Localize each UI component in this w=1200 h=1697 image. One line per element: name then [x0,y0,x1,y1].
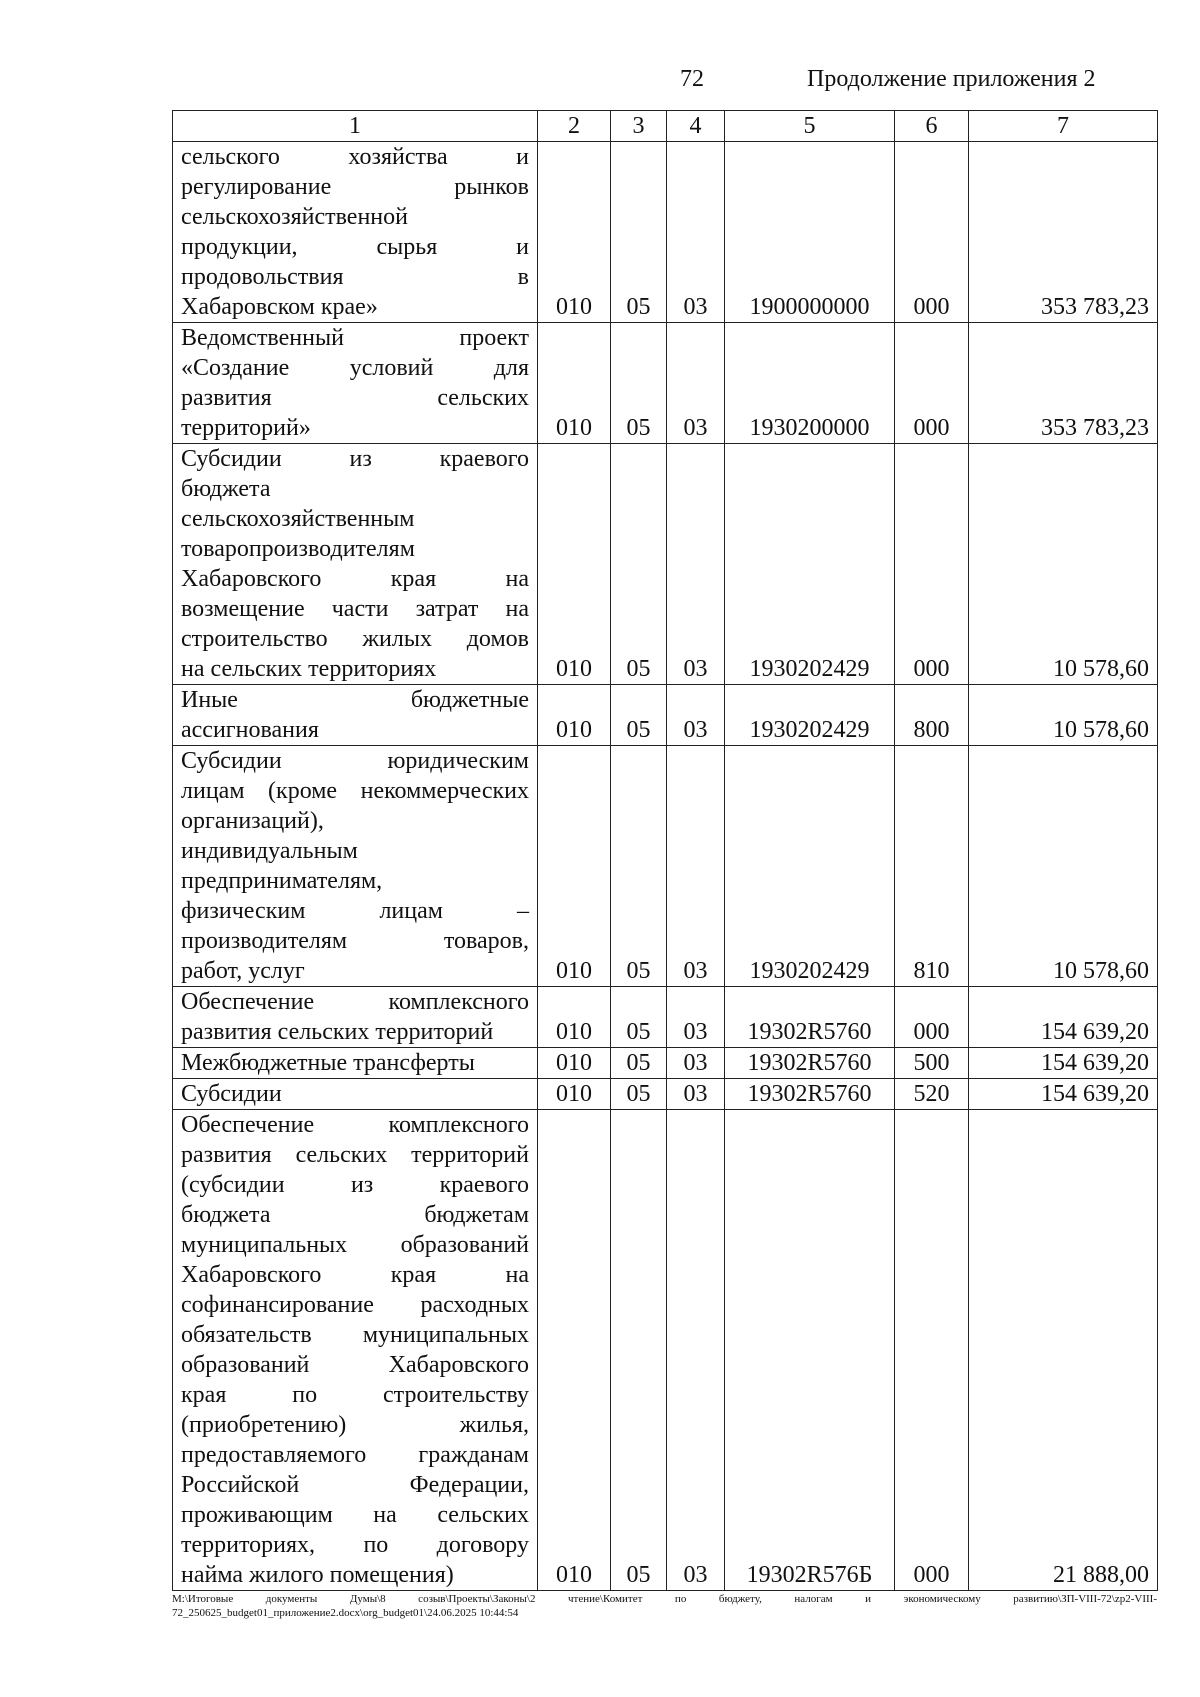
column-header: 3 [611,111,667,142]
description-line: бюджета [181,476,271,502]
description-line: софинансирование расходных [181,1292,529,1318]
subsection-code-cell: 03 [667,746,725,987]
description-line: найма жилого помещения) [181,1562,454,1588]
section-code-cell: 05 [611,444,667,685]
description-line: ассигнования [181,717,319,743]
expense-type-cell: 500 [895,1048,969,1079]
table-row [173,142,1158,323]
budget-table [172,110,1158,1591]
amount-cell: 154 639,20 [969,987,1158,1048]
subsection-code-cell: 03 [667,1110,725,1591]
description-line: физическим лицам – [181,898,529,924]
section-code-cell: 05 [611,987,667,1048]
row-description [173,987,538,1048]
ministry-code-cell: 010 [538,1110,611,1591]
column-header: 7 [969,111,1158,142]
amount-cell: 10 578,60 [969,444,1158,685]
description-line: развития сельских территорий [181,1142,529,1168]
amount-cell: 353 783,23 [969,142,1158,323]
expense-type-cell: 810 [895,746,969,987]
target-article-cell: 1900000000 [725,142,895,323]
description-line: индивидуальным [181,838,358,864]
row-description [173,1110,538,1591]
table-row [173,1079,1158,1110]
section-code-cell: 05 [611,1110,667,1591]
description-line: Обеспечение комплексного [181,1112,529,1138]
subsection-code-cell: 03 [667,444,725,685]
document-file-path-footer: M:\Итоговые документы Думы\8 созыв\Проекты\Законы\2 чтение\Комитет по бюджету, налогам и экономическому развитию\ЗП-VIII-72\zp2-VIII-72_250625_budget01_приложение2.docx\org_budget01\24.06.2025 10:44:54 [172,1593,1157,1619]
target-article-cell: 1930202429 [725,444,895,685]
description-line: на сельских территориях [181,656,437,682]
table-body [173,142,1158,1591]
section-code-cell: 05 [611,323,667,444]
description-line: возмещение части затрат на [181,596,529,622]
target-article-cell: 1930202429 [725,746,895,987]
column-header: 6 [895,111,969,142]
appendix-continuation-label: Продолжение приложения 2 [807,66,1096,92]
description-line: Российской Федерации, [181,1472,529,1498]
description-line: проживающим на сельских [181,1502,529,1528]
amount-cell: 154 639,20 [969,1048,1158,1079]
target-article-cell: 19302R5760 [725,1079,895,1110]
section-code-cell: 05 [611,1048,667,1079]
ministry-code-cell: 010 [538,1079,611,1110]
description-line: Субсидии юридическим [181,748,529,774]
expense-type-cell: 000 [895,323,969,444]
description-line: производителям товаров, [181,928,529,954]
row-description [173,685,538,746]
ministry-code-cell: 010 [538,142,611,323]
description-line: (субсидии из краевого [181,1172,529,1198]
expense-type-cell: 800 [895,685,969,746]
description-line: сельского хозяйства и [181,144,529,170]
description-line: продовольствия в [181,264,529,290]
description-line: товаропроизводителям [181,536,415,562]
column-header: 2 [538,111,611,142]
description-line: продукции, сырья и [181,234,529,260]
column-header: 5 [725,111,895,142]
description-line: Субсидии [181,1081,282,1107]
row-description [173,323,538,444]
description-line: муниципальных образований [181,1232,529,1258]
column-header: 4 [667,111,725,142]
table-header-row [173,111,1158,142]
description-line: территорий» [181,415,311,441]
table-row [173,685,1158,746]
row-description [173,1079,538,1110]
target-article-cell: 19302R5760 [725,1048,895,1079]
description-line: развития сельских [181,385,529,411]
table-row [173,1048,1158,1079]
description-line: обязательств муниципальных [181,1322,529,1348]
description-line: бюджета бюджетам [181,1202,529,1228]
table-row [173,746,1158,987]
ministry-code-cell: 010 [538,323,611,444]
expense-type-cell: 000 [895,987,969,1048]
subsection-code-cell: 03 [667,142,725,323]
description-line: «Создание условий для [181,355,529,381]
description-line: организаций), [181,808,324,834]
subsection-code-cell: 03 [667,1048,725,1079]
ministry-code-cell: 010 [538,685,611,746]
description-line: образований Хабаровского [181,1352,529,1378]
section-code-cell: 05 [611,1079,667,1110]
expense-type-cell: 520 [895,1079,969,1110]
page-number: 72 [680,66,704,92]
subsection-code-cell: 03 [667,1079,725,1110]
description-line: Хабаровского края на [181,1262,529,1288]
amount-cell: 154 639,20 [969,1079,1158,1110]
description-line: лицам (кроме некоммерческих [181,778,529,804]
description-line: работ, услуг [181,958,305,984]
table-row [173,1110,1158,1591]
table-row [173,323,1158,444]
subsection-code-cell: 03 [667,987,725,1048]
expense-type-cell: 000 [895,142,969,323]
expense-type-cell: 000 [895,444,969,685]
description-line: (приобретению) жилья, [181,1412,529,1438]
section-code-cell: 05 [611,142,667,323]
ministry-code-cell: 010 [538,1048,611,1079]
description-line: Хабаровского края на [181,566,529,592]
row-description [173,1048,538,1079]
description-line: Хабаровском крае» [181,294,378,320]
description-line: регулирование рынков [181,174,529,200]
subsection-code-cell: 03 [667,685,725,746]
amount-cell: 10 578,60 [969,746,1158,987]
description-line: сельскохозяйственным [181,506,415,532]
amount-cell: 10 578,60 [969,685,1158,746]
ministry-code-cell: 010 [538,746,611,987]
description-line: Обеспечение комплексного [181,989,529,1015]
expense-type-cell: 000 [895,1110,969,1591]
description-line: предоставляемого гражданам [181,1442,529,1468]
column-header: 1 [173,111,538,142]
description-line: края по строительству [181,1382,529,1408]
table-row [173,444,1158,685]
amount-cell: 21 888,00 [969,1110,1158,1591]
description-line: Межбюджетные трансферты [181,1050,475,1076]
description-line: строительство жилых домов [181,626,529,652]
row-description [173,746,538,987]
description-line: территориях, по договору [181,1532,529,1558]
description-line: сельскохозяйственной [181,204,408,230]
subsection-code-cell: 03 [667,323,725,444]
ministry-code-cell: 010 [538,444,611,685]
target-article-cell: 19302R576Б [725,1110,895,1591]
ministry-code-cell: 010 [538,987,611,1048]
description-line: Иные бюджетные [181,687,529,713]
description-line: Ведомственный проект [181,325,529,351]
target-article-cell: 19302R5760 [725,987,895,1048]
target-article-cell: 1930200000 [725,323,895,444]
description-line: развития сельских территорий [181,1019,494,1045]
description-line: Субсидии из краевого [181,446,529,472]
row-description [173,142,538,323]
amount-cell: 353 783,23 [969,323,1158,444]
table-row [173,987,1158,1048]
row-description [173,444,538,685]
target-article-cell: 1930202429 [725,685,895,746]
section-code-cell: 05 [611,685,667,746]
section-code-cell: 05 [611,746,667,987]
description-line: предпринимателям, [181,868,383,894]
